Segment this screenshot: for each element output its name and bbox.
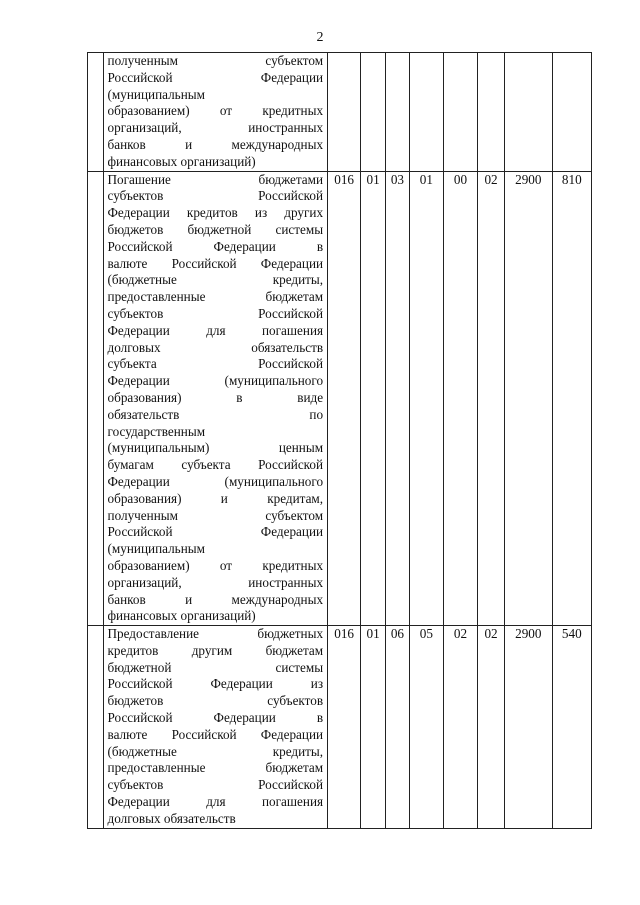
description-line: государственным xyxy=(107,423,206,439)
table-row xyxy=(88,171,592,626)
code-subarticle-cell: 00 xyxy=(443,171,477,626)
description-line: организаций, иностранных xyxy=(107,120,324,136)
description-line: бумагам субъекта Российской xyxy=(107,457,324,473)
row-index-cell xyxy=(88,53,104,172)
row-index-cell xyxy=(88,626,104,829)
code-kosgu-cell: 540 xyxy=(552,626,591,829)
description-line: валюте Российской Федерации xyxy=(107,255,324,271)
row-description-cell xyxy=(103,53,328,172)
description-line: Федерации кредитов из других xyxy=(107,205,324,221)
code-article-cell: 01 xyxy=(409,171,443,626)
description-line: образования) в виде xyxy=(107,389,324,405)
description-line: Федерации (муниципального xyxy=(107,473,324,489)
description-line: (бюджетные кредиты, xyxy=(107,743,324,759)
description-line: субъектов Российской xyxy=(107,305,324,321)
description-line: образованием) от кредитных xyxy=(107,103,324,119)
code-element-cell xyxy=(478,53,505,172)
code-subgroup-cell xyxy=(386,53,410,172)
description-line: образования) и кредитам, xyxy=(107,490,324,506)
description-line: Федерации (муниципального xyxy=(107,373,324,389)
description-line: бюджетов бюджетной системы xyxy=(107,221,324,237)
code-group-cell: 01 xyxy=(361,171,386,626)
description-line: (муниципальным xyxy=(107,541,205,557)
code-program-cell: 2900 xyxy=(505,626,553,829)
description-line: Погашение бюджетами xyxy=(107,171,324,187)
code-article-cell xyxy=(409,53,443,172)
description-line: финансовых организаций) xyxy=(107,608,256,624)
code-subarticle-cell: 02 xyxy=(443,626,477,829)
description-line: Российской Федерации в xyxy=(107,710,324,726)
description-line: кредитов другим бюджетам xyxy=(107,642,324,658)
budget-classification-table xyxy=(87,52,592,829)
description-line: бюджетов субъектов xyxy=(107,693,324,709)
code-program-cell xyxy=(505,53,553,172)
code-administrator-cell xyxy=(328,53,361,172)
code-subgroup-cell: 03 xyxy=(386,171,410,626)
description-line: Российской Федерации xyxy=(107,69,324,85)
description-line: Российской Федерации xyxy=(107,524,324,540)
description-line: (муниципальным) ценным xyxy=(107,440,324,456)
description-line: образованием) от кредитных xyxy=(107,557,324,573)
page-number: 2 xyxy=(316,30,324,45)
description-line: (бюджетные кредиты, xyxy=(107,272,324,288)
description-line: Российской Федерации из xyxy=(107,676,324,692)
description-line: полученным субъектом xyxy=(107,507,324,523)
description-line: полученным субъектом xyxy=(107,53,324,68)
description-line: Предоставление бюджетных xyxy=(107,626,324,642)
code-group-cell xyxy=(361,53,386,172)
description-line: обязательств по xyxy=(107,406,324,422)
table-row xyxy=(88,626,592,829)
description-line: финансовых организаций) xyxy=(107,153,256,169)
code-article-cell: 05 xyxy=(409,626,443,829)
description-line: Федерации для погашения xyxy=(107,322,324,338)
code-element-cell: 02 xyxy=(478,626,505,829)
description-line: субъектов Российской xyxy=(107,777,324,793)
table-row xyxy=(88,53,592,172)
row-description-cell xyxy=(103,626,328,829)
description-line: (муниципальным xyxy=(107,86,205,102)
row-description-cell xyxy=(103,171,328,626)
description-line: предоставленные бюджетам xyxy=(107,289,324,305)
description-line: валюте Российской Федерации xyxy=(107,726,324,742)
row-index-cell xyxy=(88,171,104,626)
description-line: организаций, иностранных xyxy=(107,574,324,590)
code-group-cell: 01 xyxy=(361,626,386,829)
description-line: долговых обязательств xyxy=(107,810,236,826)
code-administrator-cell: 016 xyxy=(328,171,361,626)
description-line: бюджетной системы xyxy=(107,659,324,675)
code-program-cell: 2900 xyxy=(505,171,553,626)
description-line: Федерации для погашения xyxy=(107,794,324,810)
code-subarticle-cell xyxy=(443,53,477,172)
code-subgroup-cell: 06 xyxy=(386,626,410,829)
code-kosgu-cell xyxy=(552,53,591,172)
description-line: Российской Федерации в xyxy=(107,238,324,254)
description-line: предоставленные бюджетам xyxy=(107,760,324,776)
description-line: долговых обязательств xyxy=(107,339,324,355)
code-element-cell: 02 xyxy=(478,171,505,626)
code-administrator-cell: 016 xyxy=(328,626,361,829)
description-line: банков и международных xyxy=(107,591,324,607)
description-line: субъекта Российской xyxy=(107,356,324,372)
description-line: банков и международных xyxy=(107,136,324,152)
code-kosgu-cell: 810 xyxy=(552,171,591,626)
description-line: субъектов Российской xyxy=(107,188,324,204)
